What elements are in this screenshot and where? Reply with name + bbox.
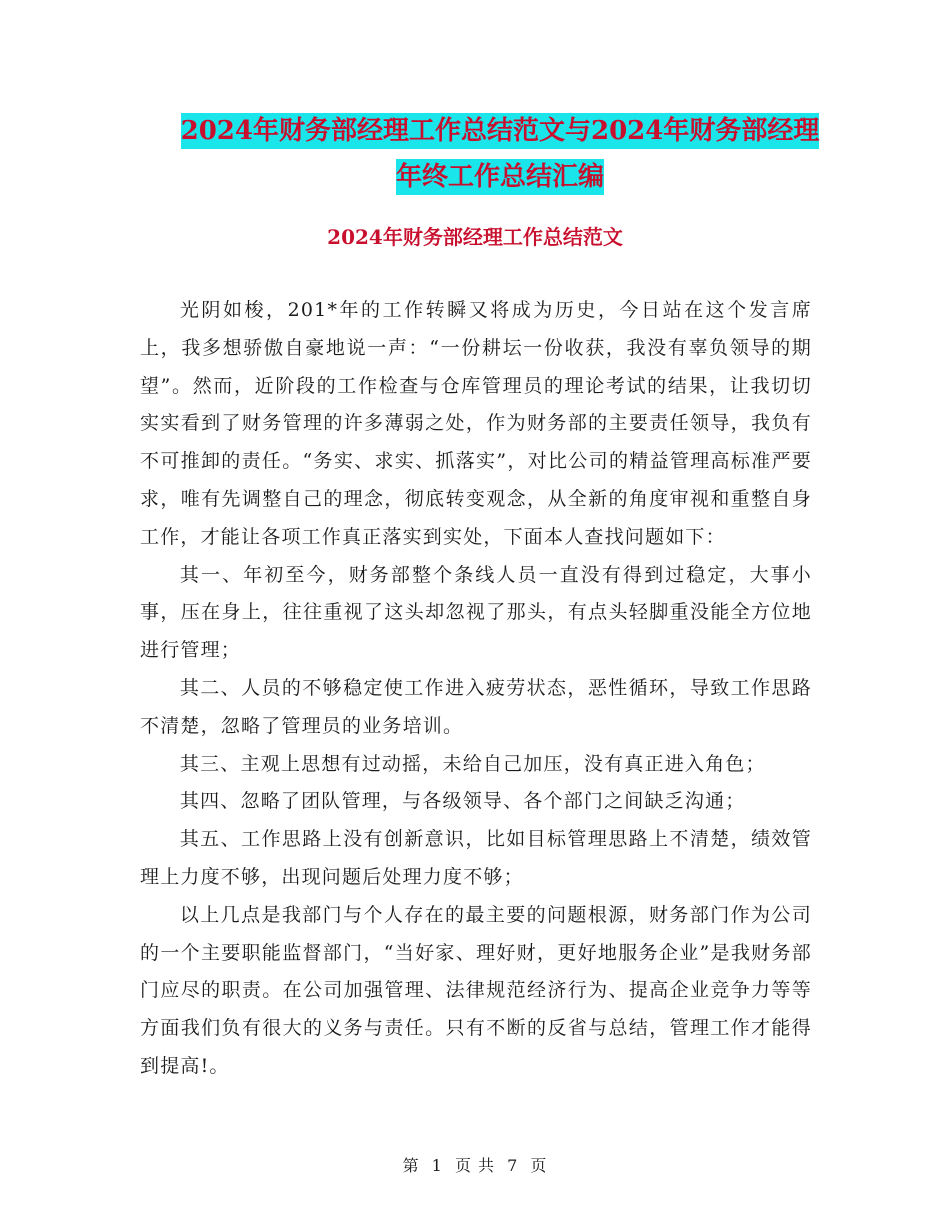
- paragraph-issue-5: 其五、工作思路上没有创新意识，比如目标管理思路上不清楚，绩效管理上力度不够，出现问题后处理力度不够；: [140, 828, 812, 888]
- title-line-1: 2024年财务部经理工作总结范文与2024年财务部经理: [181, 113, 820, 149]
- title-line-2: 年终工作总结汇编: [396, 159, 604, 195]
- footer-middle: 页 共: [454, 1156, 496, 1175]
- section-title: 2024年财务部经理工作总结范文: [327, 225, 623, 249]
- body-text: [140, 292, 812, 1086]
- footer-total-pages: 7: [507, 1156, 519, 1175]
- paragraph-issue-1: 其一、年初至今，财务部整个条线人员一直没有得到过稳定，大事小事，压在身上，往往重视了这头却忽视了那头，有点头轻脚重没能全方位地进行管理；: [140, 563, 812, 662]
- footer-suffix: 页: [530, 1156, 548, 1175]
- page-footer: [0, 1153, 950, 1176]
- paragraph-conclusion: 以上几点是我部门与个人存在的最主要的问题根源，财务部门作为公司的一个主要职能监督部门，“当好家、理好财，更好地服务企业”是我财务部门应尽的职责。在公司加强管理、法律规范经济行为、提高企业竞争力等等方面我们负有很大的义务与责任。只有不断的反省与总结，管理工作才能得到提高!。: [140, 903, 812, 1077]
- paragraph-issue-2: 其二、人员的不够稳定使工作进入疲劳状态，恶性循环，导致工作思路不清楚，忽略了管理员的业务培训。: [140, 676, 812, 737]
- paragraph-issue-3: 其三、主观上思想有过动摇，未给自己加压，没有真正进入角色；: [179, 752, 766, 775]
- paragraph-issue-4: 其四、忽略了团队管理，与各级领导、各个部门之间缺乏沟通；: [179, 790, 746, 813]
- footer-current-page: 1: [431, 1156, 443, 1175]
- footer-prefix: 第: [402, 1156, 420, 1175]
- document-title: [140, 108, 860, 200]
- paragraph-intro: 光阴如梭，201*年的工作转瞬又将成为历史，今日站在这个发言席上，我多想骄傲自豪地说一声：“一份耕坛一份收获，我没有辜负领导的期望”。然而，近阶段的工作检查与仓库管理员的理论考试的结果，让我切切实实看到了财务管理的许多薄弱之处，作为财务部的主要责任领导，我负有不可推卸的责任。“务实、求实、抓落实”，对比公司的精益管理高标准严要求，唯有先调整自己的理念，彻底转变观念，从全新的角度审视和重整自身工作，才能让各项工作真正落实到实处，下面本人查找问题如下：: [140, 299, 812, 548]
